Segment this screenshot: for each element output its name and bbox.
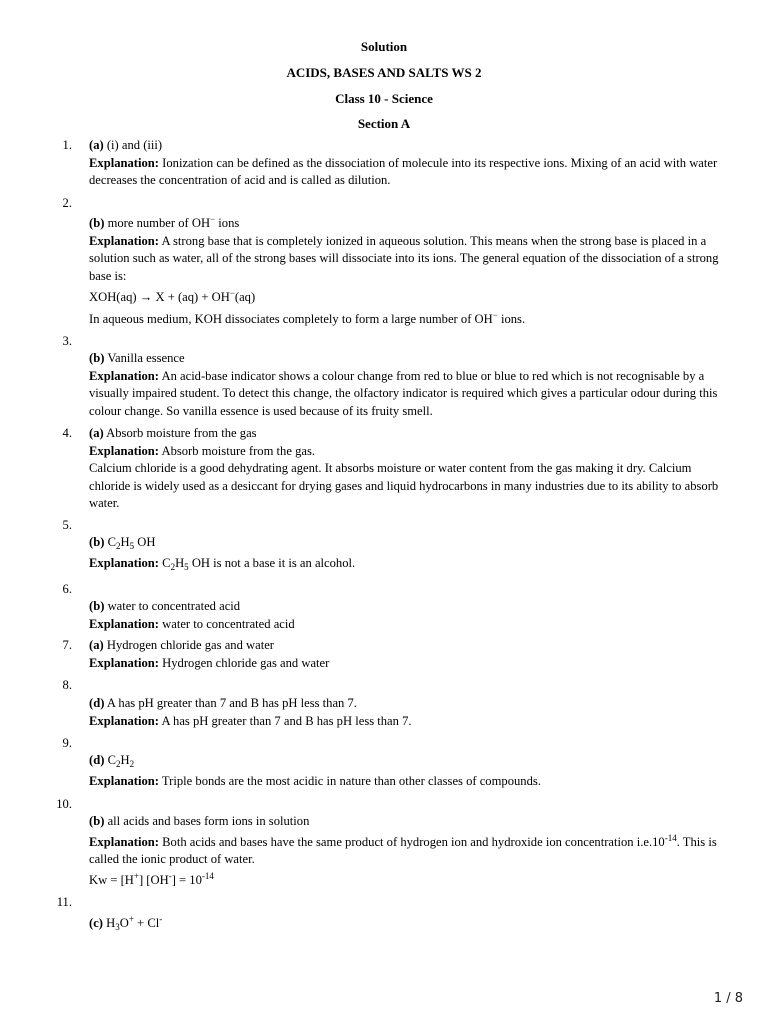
equation-text: Kw = [H: [89, 872, 134, 887]
answer-text: more number of OH: [107, 216, 211, 230]
subscript: 5: [129, 541, 135, 551]
explanation-text: base is:: [89, 268, 127, 283]
answer-text: ions: [215, 216, 240, 230]
explanation-text: OH is not a base it is an alcohol.: [188, 555, 356, 570]
superscript: −: [492, 309, 498, 320]
note-text: In aqueous medium, KOH dissociates completely to form a large number of OH: [89, 311, 493, 326]
subscript: 5: [184, 561, 189, 572]
answer-text: Vanilla essence: [107, 351, 185, 365]
formula-text: H: [175, 555, 185, 570]
explanation-text: Absorb moisture from the gas.: [161, 443, 316, 458]
superscript: +: [128, 914, 134, 924]
note-text: ions.: [497, 311, 526, 326]
question-number: 10.: [56, 797, 72, 811]
solution-heading: Solution: [360, 39, 408, 54]
formula-text: O: [119, 916, 129, 930]
equation-text: ] = 10: [171, 872, 202, 887]
explanation-text: chloride is widely used as a desiccant for drying gases and liquid hydrocarbons in many industries due to its ability to absorb: [89, 478, 719, 493]
subscript: 2: [115, 541, 121, 551]
question-number: 1.: [62, 138, 72, 152]
explanation-text: Ionization can be defined as the dissociation of molecule into its respective ions. Mixing of an acid with water: [162, 155, 718, 170]
explanation-text: An acid-base indicator shows a colour change from red to blue or blue to red which is not recognisable by a: [161, 368, 705, 383]
explanation-label: Explanation:: [89, 773, 159, 788]
explanation-label: Explanation:: [89, 655, 159, 670]
formula-text: H: [106, 916, 116, 930]
explanation-text: visually impaired student. To detect this change, the olfactory indicator is required which gives a particular odour during this: [89, 386, 718, 401]
explanation-label: Explanation:: [89, 443, 159, 458]
explanation-text: decreases the concentration of acid and is called as dilution.: [89, 173, 391, 188]
superscript: +: [133, 870, 139, 881]
answer-text: Absorb moisture from the gas: [106, 426, 257, 440]
explanation-label: Explanation:: [89, 834, 159, 849]
answer-text: (i) and (iii): [106, 138, 163, 152]
answer-text: water to concentrated acid: [107, 599, 241, 613]
answer-option: (b): [89, 535, 105, 549]
formula-text: H: [120, 753, 130, 767]
answer-option: (a): [89, 426, 104, 440]
worksheet-title: ACIDS, BASES AND SALTS WS 2: [286, 65, 482, 80]
explanation-text: A strong base that is completely ionized in aqueous solution. This means when the strong base is placed in a: [161, 233, 707, 248]
explanation-text: water to concentrated acid: [162, 616, 295, 631]
answer-text: all acids and bases form ions in solution: [107, 814, 310, 828]
answer-option: (b): [89, 216, 105, 230]
explanation-text: Hydrogen chloride gas and water: [162, 655, 330, 670]
section-heading: Section A: [357, 116, 411, 131]
subscript: 3: [115, 922, 120, 932]
superscript: -14: [664, 832, 677, 843]
question-number: 6.: [62, 582, 72, 596]
formula-text: + Cl: [133, 916, 160, 930]
explanation-text: water.: [89, 496, 120, 511]
answer-option: (d): [89, 753, 105, 767]
formula-text: C: [162, 555, 171, 570]
subscript: 2: [115, 759, 121, 769]
explanation-text: solution such as water, all of the strong bases will dissociate into its ions. The general equation of the dissociation of a strong: [89, 251, 719, 266]
explanation-text: Calcium chloride is a good dehydrating agent. It absorbs moisture or water content from the gas making it dry. Calcium: [89, 461, 692, 476]
question-number: 8.: [62, 678, 72, 692]
question-number: 7.: [62, 638, 72, 652]
equation-text: XOH(aq) → X + (aq) + OH: [89, 290, 230, 305]
question-number: 11.: [56, 895, 72, 909]
answer-option: (b): [89, 351, 105, 365]
superscript: −: [210, 214, 216, 224]
superscript: -: [159, 914, 163, 924]
formula-text: C: [107, 535, 116, 549]
subscript: 2: [129, 759, 135, 769]
explanation-text: Both acids and bases have the same product of hydrogen ion and hydroxide ion concentration i.e.10: [162, 834, 665, 849]
explanation-text: colour change. So vanilla essence is used because of its fruity smell.: [89, 403, 433, 418]
formula-text: OH: [134, 535, 156, 549]
question-number: 4.: [62, 426, 72, 440]
page-number: 1 / 8: [713, 991, 743, 1006]
class-subject: Class 10 - Science: [335, 91, 433, 106]
explanation-label: Explanation:: [89, 233, 159, 248]
explanation-text: Triple bonds are the most acidic in nature than other classes of compounds.: [161, 773, 541, 788]
explanation-text: A has pH greater than 7 and B has pH less than 7.: [161, 713, 412, 728]
superscript: −: [229, 288, 235, 299]
question-number: 3.: [62, 334, 72, 348]
answer-option: (b): [89, 814, 105, 828]
explanation-label: Explanation:: [89, 555, 159, 570]
superscript: -14: [201, 870, 214, 881]
explanation-text: called the ionic product of water.: [89, 852, 255, 867]
explanation-text: . This is: [676, 834, 717, 849]
superscript: -: [168, 870, 172, 881]
answer-text: A has pH greater than 7 and B has pH less than 7.: [106, 696, 357, 710]
explanation-label: Explanation:: [89, 616, 159, 631]
question-number: 9.: [62, 736, 72, 750]
answer-option: (a): [89, 638, 104, 652]
question-number: 2.: [62, 196, 72, 210]
formula-text: H: [120, 535, 130, 549]
explanation-label: Explanation:: [89, 155, 159, 170]
answer-text: Hydrogen chloride gas and water: [106, 638, 274, 652]
answer-option: (d): [89, 696, 105, 710]
answer-option: (b): [89, 599, 105, 613]
explanation-label: Explanation:: [89, 368, 159, 383]
answer-option: (a): [89, 138, 104, 152]
question-number: 5.: [62, 518, 72, 532]
subscript: 2: [170, 561, 176, 572]
explanation-label: Explanation:: [89, 713, 159, 728]
answer-option: (c): [89, 916, 103, 930]
equation-text: ] [OH: [138, 872, 169, 887]
formula-text: C: [107, 753, 116, 767]
equation-text: (aq): [234, 290, 256, 305]
